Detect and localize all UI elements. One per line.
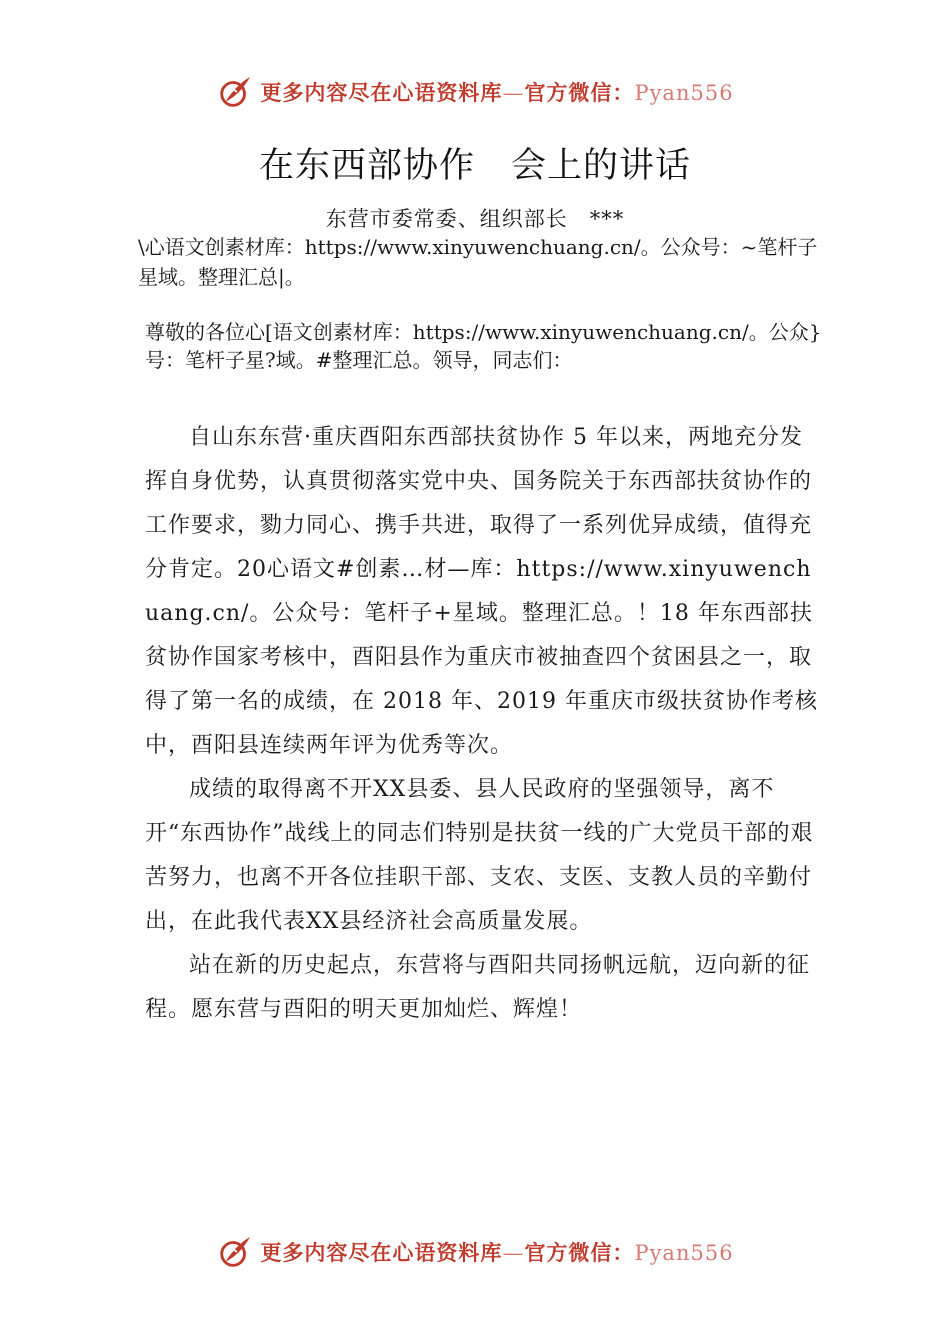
banner-wechat-label: 官方微信： [524, 80, 635, 105]
banner-dash: — [502, 81, 525, 105]
body-paragraph: 自山东东营·重庆酉阳东西部扶贫协作 5 年以来，两地充分发挥自身优势，认真贯彻落实党中央、国务院关于东西部扶贫协作的工作要求，勠力同心、携手共进，取得了一系列优异成绩，值得充分肯定。20心语文#创素…材—库：https://www.xinyuwenchuang.cn/。公众号：笔杆子+星域。整理汇总。！18 年东西部扶贫协作国家考核中，酉阳县作为重庆市被抽查四个贫困县之一，取得了第一名的成绩，在 2018 年、2019 年重庆市级扶贫协作考核中，酉阳县连续两年评为优秀等次。 [145, 425, 818, 758]
author-line: 东营市委常委、组织部长 *** [325, 207, 625, 231]
source-note: \心语文创素材库：https://www.xinyuwenchuang.cn/。公众号：~笔杆子星域。整理汇总|。 [138, 235, 818, 289]
banner-text [260, 77, 733, 107]
banner-wechat-id: Pyan556 [634, 1241, 734, 1265]
banner-main-text: 更多内容尽在心语资料库 [260, 1240, 503, 1265]
body-paragraph: 站在新的历史起点，东营将与酉阳共同扬帆远航，迈向新的征程。愿东营与酉阳的明天更加灿烂、辉煌！ [145, 953, 811, 1022]
banner-wechat-id: Pyan556 [634, 81, 734, 105]
banner-main-text: 更多内容尽在心语资料库 [260, 80, 503, 105]
banner-wechat-label: 官方微信： [524, 1240, 635, 1265]
banner-dash: — [502, 1241, 525, 1265]
body-paragraph: 成绩的取得离不开XX县委、县人民政府的坚强领导，离不开“东西协作”战线上的同志们特别是扶贫一线的广大党员干部的艰苦努力，也离不开各位挂职干部、支农、支医、支教人员的辛勤付出，在此我代表XX县经济社会高质量发展。 [145, 777, 814, 934]
feather-quill-logo-icon [216, 73, 254, 111]
document-body [145, 416, 825, 1032]
feather-quill-logo-icon [216, 1233, 254, 1271]
footer-banner [0, 1230, 950, 1274]
banner-text [260, 1237, 733, 1267]
document-title: 在东西部协作 会上的讲话 [258, 146, 691, 186]
salutation: 尊敬的各位心[语文创素材库：https://www.xinyuwenchuang.cn/。公众}号：笔杆子星?域。#整理汇总。领导，同志们： [145, 320, 822, 372]
header-banner [0, 70, 950, 114]
